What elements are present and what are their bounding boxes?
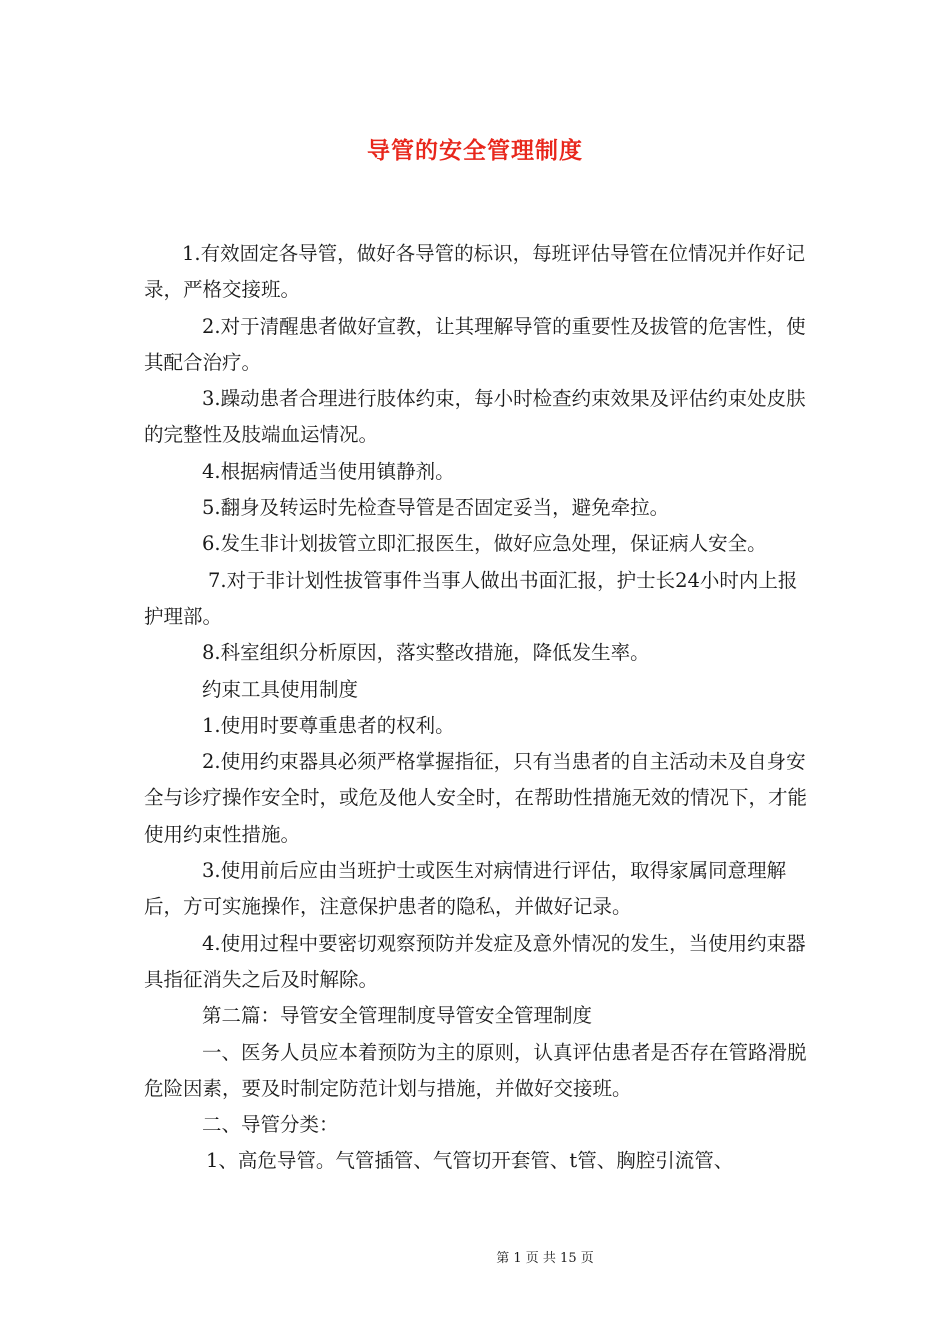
section-heading: 约束工具使用制度 xyxy=(202,677,359,701)
paragraph: 6.发生非计划拔管立即汇报医生，做好应急处理，保证病人安全。 xyxy=(202,532,767,556)
paragraph: 5.翻身及转运时先检查导管是否固定妥当，避免牵拉。 xyxy=(202,496,670,520)
page-footer: 第 1 页 共 15 页 xyxy=(496,1251,594,1266)
paragraph: 一、医务人员应本着预防为主的原则，认真评估患者是否存在管路滑脱危险因素，要及时制定防范计划与措施，并做好交接班。 xyxy=(144,1040,807,1100)
paragraph: 3.躁动患者合理进行肢体约束，每小时检查约束效果及评估约束处皮肤的完整性及肢端血运情况。 xyxy=(144,387,806,447)
paragraph: 8.科室组织分析原因，落实整改措施，降低发生率。 xyxy=(202,641,650,665)
paragraph: 7.对于非计划性拔管事件当事人做出书面汇报，护士长24小时内上报护理部。 xyxy=(144,568,798,628)
paragraph: 二、导管分类： xyxy=(202,1113,339,1137)
paragraph: 2.对于清醒患者做好宣教，让其理解导管的重要性及拔管的危害性，使其配合治疗。 xyxy=(144,314,806,374)
paragraph: 1、高危导管。气管插管、气管切开套管、t管、胸腔引流管、 xyxy=(206,1149,734,1173)
section-heading: 第二篇：导管安全管理制度导管安全管理制度 xyxy=(202,1004,593,1028)
paragraph: 3.使用前后应由当班护士或医生对病情进行评估，取得家属同意理解后，方可实施操作，注意保护患者的隐私，并做好记录。 xyxy=(144,859,787,919)
document-body xyxy=(144,236,814,1180)
page-title: 导管的安全管理制度 xyxy=(367,138,583,164)
paragraph: 1.使用时要尊重患者的权利。 xyxy=(202,713,455,737)
paragraph: 4.根据病情适当使用镇静剂。 xyxy=(202,459,455,483)
paragraph: 2.使用约束器具必须严格掌握指征，只有当患者的自主活动未及自身安全与诊疗操作安全时，或危及他人安全时，在帮助性措施无效的情况下，才能使用约束性措施。 xyxy=(144,750,808,846)
paragraph: 4.使用过程中要密切观察预防并发症及意外情况的发生，当使用约束器具指征消失之后及时解除。 xyxy=(144,931,806,991)
paragraph: 1.有效固定各导管，做好各导管的标识，每班评估导管在位情况并作好记录，严格交接班。 xyxy=(144,242,806,302)
